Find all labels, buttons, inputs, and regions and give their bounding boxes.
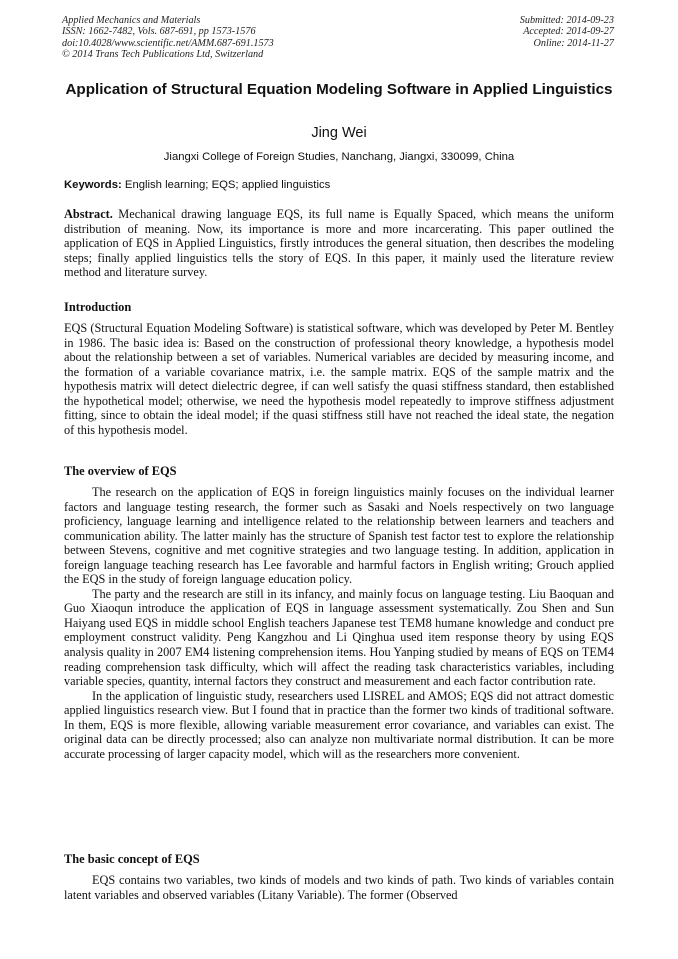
section-overview xyxy=(64,464,614,479)
online-date: Online: 2014-11-27 xyxy=(533,37,614,49)
paragraph: EQS contains two variables, two kinds of models and two kinds of path. Two kinds of variables contain latent variables and observed variables (Litany Variable). The former (Observed xyxy=(64,873,614,902)
basic-concept-body xyxy=(64,873,614,902)
overview-body xyxy=(64,485,614,761)
keywords xyxy=(64,178,614,192)
section-introduction xyxy=(64,300,614,315)
section-heading: The basic concept of EQS xyxy=(64,852,200,866)
affiliation: Jiangxi College of Foreign Studies, Nanchang, Jiangxi, 330099, China xyxy=(163,151,515,163)
journal-info xyxy=(62,15,274,61)
submitted-date: Submitted: 2014-09-23 xyxy=(519,15,614,26)
accepted-date: Accepted: 2014-09-27 xyxy=(523,26,614,38)
abstract xyxy=(64,207,614,280)
copyright: © 2014 Trans Tech Publications Ltd, Switzerland xyxy=(62,49,264,61)
paragraph: The research on the application of EQS in foreign linguistics mainly focuses on the individual learner factors and language testing research, the former such as Sasaki and Noels respectively on two language proficiency, language learning and intelligence related to the relationship between learners and teachers and communication ability. The latter mainly has the structure of Spanish test factor test to explore the relationship between Stevens, cognitive and met cognitive strategies and two language testing. In addition, application in foreign language teaching research has Lee favorable and harmful factors in English writing; Grouch applied the EQS in the study of foreign language education policy. xyxy=(64,485,614,587)
paper-title: Application of Structural Equation Modeling Software in Applied Linguistics xyxy=(65,81,613,98)
journal-name: Applied Mechanics and Materials xyxy=(62,15,201,26)
section-heading: The overview of EQS xyxy=(64,464,177,478)
paragraph: EQS (Structural Equation Modeling Software) is statistical software, which was developed by Peter M. Bentley in 1986. The basic idea is: Based on the construction of professional theory knowledge, a hypothesis model about the relationship between a set of variables. Numerical variables are decided by measuring income, and the formation of a variable covariance matrix, i.e. the sample matrix. EQS of the sample matrix and the hypothesis matrix will detect dielectric degree, if can well satisfy the quasi stiffness standard, then established the hypothetical model; otherwise, we need the hypothesis model repeatedly to improve stiffness adjustment fitting, since to obtain the ideal model; if the quasi stiffness still have not reached the ideal state, the negation of this hypothesis model. xyxy=(64,321,614,437)
publication-dates xyxy=(520,15,614,49)
section-basic-concept xyxy=(64,852,614,867)
paragraph: The party and the research are still in its infancy, and mainly focus on language testing. Liu Baoquan and Guo Xiaoqun introduce the application of EQS in language assessment systematically. Zou Shen and Sun Haiyang used EQS in middle school English teachers Japanese test TEM8 humane knowledge and conduct pre employment construct validity. Peng Kangzhou and Li Qinghua used item response theory by using EQS analysis quality in 2007 EM4 listening comprehension items. Hou Yanping studied by means of EQS on TEM4 reading comprehension task difficulty, which will affect the reading task characteristics variables, including variable species, quantity, internal factors they construct and measurement and each factor contribution rate. xyxy=(64,586,614,689)
abstract-text: Mechanical drawing language EQS, its full name is Equally Spaced, which means the uniform distribution of meaning. Now, its importance is more and more incarcerating. This paper outlined the application of EQS in Applied Linguistics, firstly introduces the general situation, then describes the modeling steps; finally applied linguistics tells the story of EQS. In this paper, it mainly used the literature review method and literature survey. xyxy=(64,207,614,280)
author-name: Jing Wei xyxy=(311,125,367,141)
doi: doi:10.4028/www.scientific.net/AMM.687-691.1573 xyxy=(62,37,274,49)
paragraph: In the application of linguistic study, researchers used LISREL and AMOS; EQS did not attract domestic applied linguistics research view. But I found that in practice than the former two kinds of traditional software. In them, EQS is more flexible, allowing variable measurement error covariance, and variables can exist. The original data can be directly processed; also can analyze non multivariate normal distribution. It can be more accurate processing of larger capacity model, which will as the researchers more convenient. xyxy=(64,688,614,761)
introduction-body xyxy=(64,321,614,437)
keywords-text: English learning; EQS; applied linguistics xyxy=(124,179,331,191)
abstract-paragraph xyxy=(64,207,614,280)
keywords-label: Keywords: xyxy=(64,179,122,191)
abstract-label: Abstract. xyxy=(64,207,113,221)
issn: ISSN: 1662-7482, Vols. 687-691, pp 1573-1576 xyxy=(62,26,256,38)
section-heading: Introduction xyxy=(64,300,132,314)
